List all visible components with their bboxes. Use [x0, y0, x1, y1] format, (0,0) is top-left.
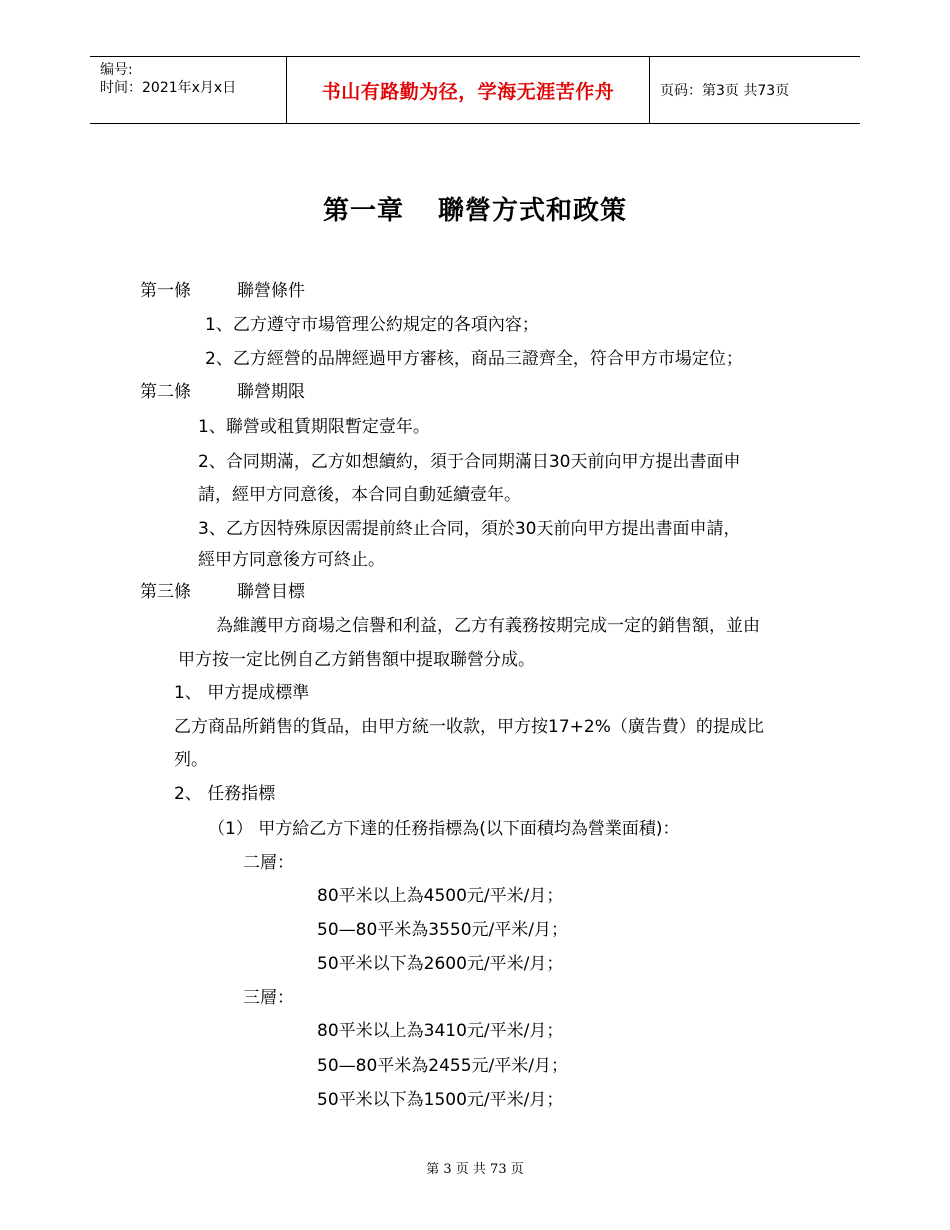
body-line: 甲方按一定比例自乙方銷售額中提取聯營分成。: [178, 650, 535, 670]
chapter-heading: 聯營方式和政策: [438, 196, 628, 226]
body-line: 乙方商品所銷售的貨品，由甲方統一收款，甲方按17+2%（廣告費）的提成比: [174, 717, 764, 737]
body-line: （1） 甲方給乙方下達的任務指標為(以下面積均為營業面積)：: [208, 819, 680, 839]
page-header: [90, 56, 860, 124]
body-line: 2、乙方經營的品牌經過甲方審核，商品三證齊全，符合甲方市場定位；: [205, 349, 743, 369]
time-label: 时间：2021年x月x日: [100, 80, 237, 96]
body-line: 經甲方同意後方可終止。: [198, 550, 385, 570]
sub-heading: 1、 甲方提成標準: [174, 683, 310, 703]
article-number: 第一條: [140, 281, 191, 301]
floor-label: 二層：: [243, 853, 294, 873]
quota-item: 50—80平米為2455元/平米/月；: [317, 1056, 568, 1076]
chapter-title: [0, 190, 950, 227]
quota-item: 50平米以下為1500元/平米/月；: [317, 1090, 564, 1110]
article-title: 聯營條件: [237, 281, 305, 301]
body-line: 1、聯營或租賃期限暫定壹年。: [198, 417, 430, 437]
quota-item: 50—80平米為3550元/平米/月；: [317, 920, 568, 940]
sub-heading: 2、 任務指標: [174, 784, 276, 804]
page-footer: 第 3 页 共 73 页: [426, 1162, 524, 1177]
body-line: 3、乙方因特殊原因需提前終止合同，須於30天前向甲方提出書面申請，: [198, 519, 741, 539]
article-heading: [140, 581, 305, 603]
quota-item: 50平米以下為2600元/平米/月；: [317, 954, 564, 974]
header-motto: 书山有路勤为径，学海无涯苦作舟: [321, 80, 615, 103]
chapter-number: 第一章: [322, 196, 404, 226]
article-heading: [140, 381, 305, 403]
header-meta: [100, 61, 236, 97]
article-title: 聯營目標: [237, 582, 305, 602]
quota-item: 80平米以上為3410元/平米/月；: [317, 1021, 564, 1041]
header-divider: [649, 57, 650, 123]
number-label: 编号:: [100, 62, 133, 78]
body-line: 1、乙方遵守市場管理公約規定的各項內容；: [205, 315, 539, 335]
body-line: 2、合同期滿，乙方如想續約，須于合同期滿日30天前向甲方提出書面申: [198, 452, 741, 472]
header-page-info: 页码：第3页 共73页: [660, 83, 790, 99]
article-number: 第二條: [140, 382, 191, 402]
body-line: 列。: [174, 750, 208, 770]
body-line: 請，經甲方同意後，本合同自動延續壹年。: [198, 485, 521, 505]
article-heading: [140, 280, 305, 302]
article-number: 第三條: [140, 582, 191, 602]
body-line: 為維護甲方商場之信譽和利益，乙方有義務按期完成一定的銷售額，並由: [216, 616, 760, 636]
article-title: 聯營期限: [237, 382, 305, 402]
floor-label: 三層：: [243, 988, 294, 1008]
quota-item: 80平米以上為4500元/平米/月；: [317, 886, 564, 906]
